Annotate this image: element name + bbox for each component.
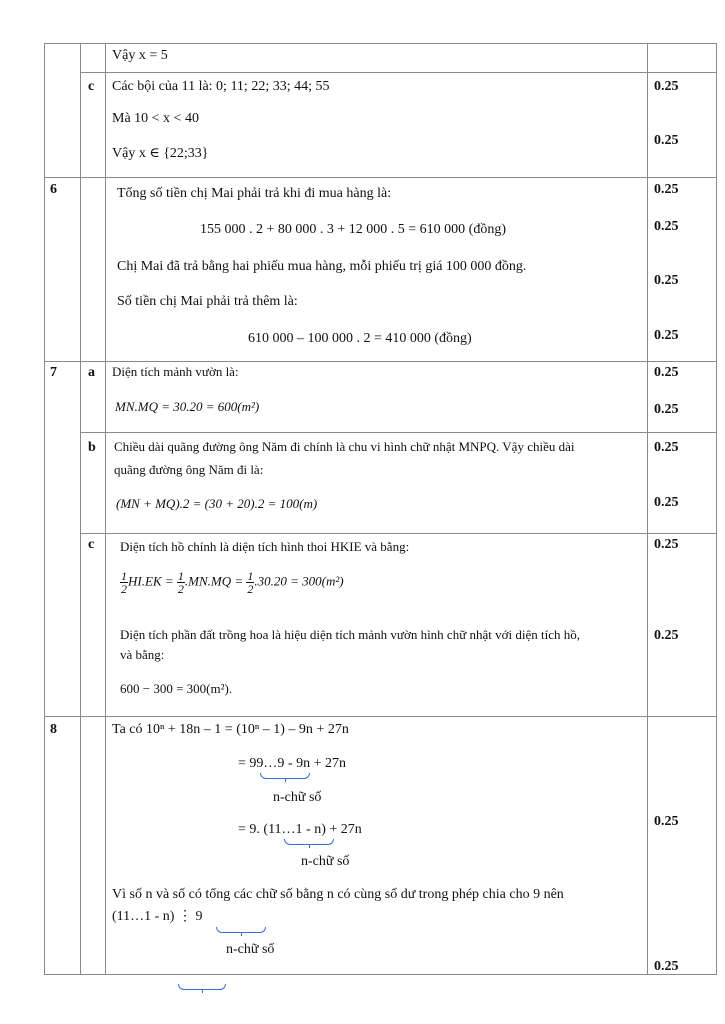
score: 0.25 xyxy=(654,133,679,148)
score: 0.25 xyxy=(654,959,679,974)
score: 0.25 xyxy=(654,814,679,829)
row5-conclusion: Vậy x = 5 xyxy=(112,48,168,63)
row7c-line5: 600 − 300 = 300(m²). xyxy=(120,681,233,696)
question-number: 8 xyxy=(50,722,57,737)
score: 0.25 xyxy=(654,273,679,288)
row8-line5: (11…1 - n) ⋮ 9 xyxy=(112,909,203,924)
repeated-digits-99: 99…9 xyxy=(249,756,285,771)
row7c-line4: và bằng: xyxy=(120,647,165,662)
row7a-line1: Diện tích mảnh vườn là: xyxy=(112,364,239,379)
row8-note2: n-chữ số xyxy=(301,854,350,869)
fraction-half: $\frac{1}{2}$ xyxy=(121,569,127,596)
table-col-divider-2 xyxy=(105,43,106,974)
row8-line4: Vì số n và số có tổng các chữ số bằng n có cùng số dư trong phép chia cho 9 nên xyxy=(112,887,564,902)
score: 0.25 xyxy=(654,402,679,417)
row8-note1: n-chữ số xyxy=(273,790,322,805)
row8-line2: = 99…9 - 9n + 27n xyxy=(238,756,346,771)
row7b-line1: Chiều dài quãng đường ông Năm đi chính là chu vi hình chữ nhật MNPQ. Vậy chiều dài xyxy=(114,439,575,454)
row-divider xyxy=(44,361,717,362)
score: 0.25 xyxy=(654,365,679,380)
row7c-line1: Diện tích hồ chính là diện tích hình thoi HKIE và bằng: xyxy=(120,539,410,554)
table-border-top xyxy=(44,43,717,44)
row7b-label: b xyxy=(88,440,96,455)
row-divider xyxy=(44,177,717,178)
row5-c-line1: Các bội của 11 là: 0; 11; 22; 33; 44; 55 xyxy=(112,79,330,94)
row6-line5: 610 000 – 100 000 . 2 = 410 000 (đồng) xyxy=(248,331,472,346)
row-divider xyxy=(44,716,717,717)
row8-note3: n-chữ số xyxy=(226,942,275,957)
fraction-half: $\frac{1}{2}$ xyxy=(247,569,254,596)
score: 0.25 xyxy=(654,328,679,343)
table-col-divider-3 xyxy=(647,43,648,974)
row6-line1: Tổng số tiền chị Mai phải trả khi đi mua hàng là: xyxy=(117,186,392,201)
repeated-digits-11: 11…1 xyxy=(268,822,303,837)
table-border-bottom xyxy=(44,974,717,975)
row6-line2: 155 000 . 2 + 80 000 . 3 + 12 000 . 5 = 610 000 (đồng) xyxy=(200,222,507,237)
row6-line3: Chị Mai đã trả bằng hai phiếu mua hàng, mỗi phiếu trị giá 100 000 đồng. xyxy=(117,259,527,274)
row7b-line2: quãng đường ông Năm đi là: xyxy=(114,462,264,477)
table-border-right xyxy=(716,43,717,974)
score: 0.25 xyxy=(654,440,679,455)
table-col-divider-1 xyxy=(80,43,81,974)
underbrace xyxy=(178,984,226,990)
row6-line4: Số tiền chị Mai phải trả thêm là: xyxy=(117,294,298,309)
score: 0.25 xyxy=(654,495,679,510)
row5-c-label: c xyxy=(88,79,95,94)
score: 0.25 xyxy=(654,537,679,552)
score: 0.25 xyxy=(654,628,679,643)
row-divider xyxy=(80,432,717,433)
question-number: 6 xyxy=(50,182,57,197)
score: 0.25 xyxy=(654,79,679,94)
score: 0.25 xyxy=(654,182,679,197)
row7c-label: c xyxy=(88,537,95,552)
table-border-left xyxy=(44,43,45,974)
row8-line3: = 9. (11…1 - n) + 27n xyxy=(238,822,362,837)
underbrace xyxy=(284,839,334,845)
underbrace xyxy=(216,927,266,933)
row8-line1: Ta có 10ⁿ + 18n – 1 = (10ⁿ – 1) – 9n + 27n xyxy=(112,722,349,737)
row7b-line3: (MN + MQ).2 = (30 + 20).2 = 100(m) xyxy=(116,496,318,511)
row7c-formula: $\frac{1}{2}$ HI.EK = $\frac{1}{2}$ .MN.MQ = $\frac{1}{2}$ .30.20 = 300(m²) xyxy=(121,569,344,596)
score: 0.25 xyxy=(654,219,679,234)
fraction-half: $\frac{1}{2}$ xyxy=(177,569,184,596)
underbrace xyxy=(260,773,310,779)
row5-c-line3: Vậy x ∈ {22;33} xyxy=(112,146,209,161)
row-divider xyxy=(80,72,717,73)
question-number: 7 xyxy=(50,365,57,380)
row7a-label: a xyxy=(88,365,95,380)
row5-c-line2: Mà 10 < x < 40 xyxy=(112,111,199,126)
row7a-line2: MN.MQ = 30.20 = 600(m²) xyxy=(115,399,260,414)
row7c-line3: Diện tích phần đất trồng hoa là hiệu diện tích mảnh vườn hình chữ nhật với diện tích hồ, xyxy=(120,627,580,642)
row-divider xyxy=(80,533,717,534)
